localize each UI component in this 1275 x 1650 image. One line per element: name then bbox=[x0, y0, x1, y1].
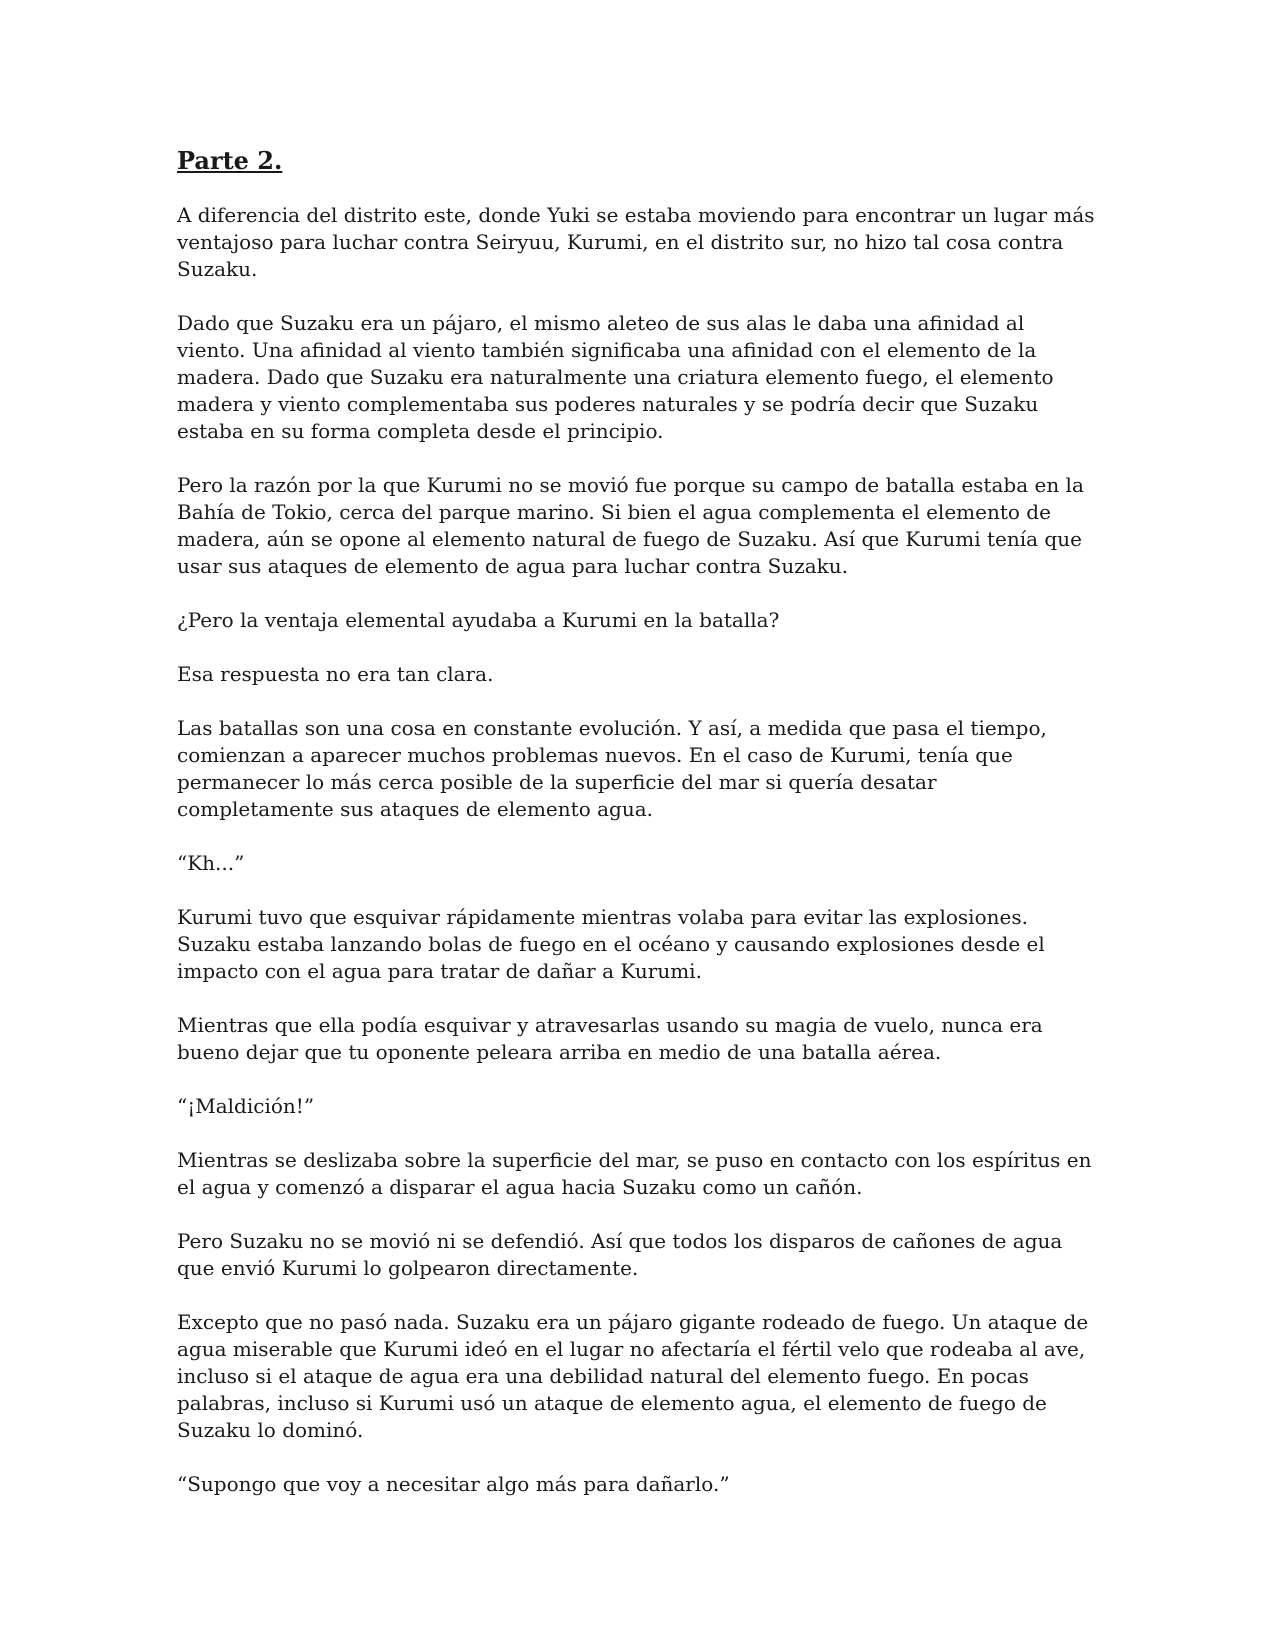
dialogue-line: “Supongo que voy a necesitar algo más para dañarlo.” bbox=[177, 1472, 730, 1496]
paragraph: Pero la razón por la que Kurumi no se movió fue porque su campo de batalla estaba en la Bahía de Tokio, cerca del parque marino. Si bien el agua complementa el elemento de madera, aún se opone al elemento natural de fuego de Suzaku. Así que Kurumi tenía que usar sus ataques de elemento de agua para luchar contra Suzaku. bbox=[177, 473, 1084, 578]
paragraph: ¿Pero la ventaja elemental ayudaba a Kurumi en la batalla? bbox=[177, 608, 780, 632]
paragraph: Esa respuesta no era tan clara. bbox=[177, 662, 494, 686]
paragraph: Kurumi tuvo que esquivar rápidamente mientras volaba para evitar las explosiones. Suzaku estaba lanzando bolas de fuego en el océano y causando explosiones desde el impacto con el agua para tratar de dañar a Kurumi. bbox=[177, 905, 1045, 983]
paragraph: A diferencia del distrito este, donde Yuki se estaba moviendo para encontrar un lugar más ventajoso para luchar contra Seiryuu, Kurumi, en el distrito sur, no hizo tal cosa contra Suzaku. bbox=[177, 203, 1095, 281]
dialogue-line: “¡Maldición!” bbox=[177, 1094, 315, 1118]
paragraph: Dado que Suzaku era un pájaro, el mismo aleteo de sus alas le daba una afinidad al viento. Una afinidad al viento también significaba una afinidad con el elemento de la madera. Dado que Suzaku era naturalmente una criatura elemento fuego, el elemento madera y viento complementaba sus poderes naturales y se podría decir que Suzaku estaba en su forma completa desde el principio. bbox=[177, 311, 1054, 443]
paragraph: Pero Suzaku no se movió ni se defendió. Así que todos los disparos de cañones de agua que envió Kurumi lo golpearon directamente. bbox=[177, 1229, 1063, 1280]
paragraph: Excepto que no pasó nada. Suzaku era un pájaro gigante rodeado de fuego. Un ataque de agua miserable que Kurumi ideó en el lugar no afectaría el fértil velo que rodeaba al ave, incluso si el ataque de agua era una debilidad natural del elemento fuego. En pocas palabras, incluso si Kurumi usó un ataque de elemento agua, el elemento de fuego de Suzaku lo dominó. bbox=[177, 1310, 1089, 1442]
paragraph: Las batallas son una cosa en constante evolución. Y así, a medida que pasa el tiempo, comienzan a aparecer muchos problemas nuevos. En el caso de Kurumi, tenía que permanecer lo más cerca posible de la superficie del mar si quería desatar completamente sus ataques de elemento agua. bbox=[177, 716, 1047, 821]
paragraph: Mientras se deslizaba sobre la superficie del mar, se puso en contacto con los espíritus en el agua y comenzó a disparar el agua hacia Suzaku como un cañón. bbox=[177, 1148, 1092, 1199]
dialogue-line: “Kh...” bbox=[177, 851, 245, 875]
section-heading: Parte 2. bbox=[177, 146, 283, 175]
paragraph: Mientras que ella podía esquivar y atravesarlas usando su magia de vuelo, nunca era bueno dejar que tu oponente peleara arriba en medio de una batalla aérea. bbox=[177, 1013, 1043, 1064]
document-body bbox=[177, 146, 1097, 1525]
